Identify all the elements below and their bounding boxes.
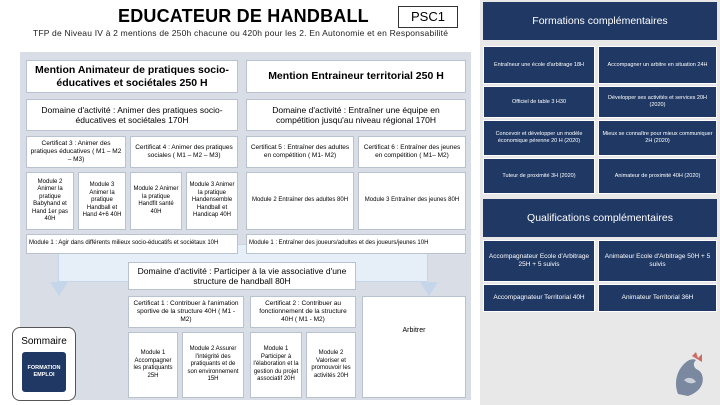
qualification-item-2: Animateur Ecole d'Arbitrage 50H + 5 suivis — [598, 240, 717, 282]
mention-entraineur-domain: Domaine d'activité : Entraîner une équipe en compétition jusqu'au niveau régional 170H — [246, 99, 466, 131]
connector-arrow-right — [420, 282, 438, 296]
page-subtitle: TFP de Niveau IV à 2 mentions de 250h chacune ou 420h pour les 2. En Autonomie et en Responsabilité — [33, 28, 449, 38]
formation-item-2: Accompagner un arbitre en situation 24H — [598, 46, 717, 84]
certificat-4: Certificat 4 : Animer des pratiques sociales ( M1 – M2 – M3) — [130, 136, 238, 168]
mention-entraineur-title: Mention Entraineur territorial 250 H — [246, 60, 466, 93]
formation-item-4: Développer ses activités et services 20H (2020) — [598, 86, 717, 118]
mention-animateur-domain: Domaine d'activité : Animer des pratiques socio-éducatives et sociétales 170H — [26, 99, 238, 131]
module-entrainer-adultes: Module 2 Entraîner des adultes 80H — [246, 172, 354, 230]
module-1-animateur: Module 1 : Agir dans différents milieux socio-éducatifs et sociétaux 10H — [26, 234, 238, 254]
module-handensemble: Module 3 Animer la pratique Handensemble Handball et Handicap 40H — [186, 172, 238, 230]
sommaire-label: Sommaire — [21, 336, 67, 347]
common-domain: Domaine d'activité : Participer à la vie associative d'une structure de handball 80H — [128, 262, 356, 290]
sommaire-button[interactable] — [12, 327, 76, 401]
rooster-logo — [670, 350, 710, 398]
module-babyhand: Module 2 Animer la pratique Babyhand et Hand 1er pas 40H — [26, 172, 74, 230]
certificat-1: Certificat 1 : Contribuer à l'animation sportive de la structure 40H ( M1 - M2) — [128, 296, 244, 328]
module-projet-associatif: Module 1 Participer à l'élaboration et la gestion du projet associatif 20H — [250, 332, 302, 398]
certificat-5: Certificat 5 : Entraîner des adultes en compétition ( M1- M2) — [246, 136, 354, 168]
logo-text: FORMATION EMPLOI — [27, 364, 61, 378]
arbitrer-box: Arbitrer — [362, 296, 466, 398]
psc1-badge: PSC1 — [398, 6, 458, 28]
formation-item-7: Tuteur de proximité 3H (2020) — [483, 158, 595, 194]
formation-item-6: Mieux se connaître pour mieux communiquer 2H (2020) — [598, 120, 717, 156]
module-entrainer-jeunes: Module 3 Entraîner des jeunes 80H — [358, 172, 466, 230]
formation-item-3: Officiel de table 3 H30 — [483, 86, 595, 118]
certificat-6: Certificat 6 : Entraîner des jeunes en compétition ( M1– M2) — [358, 136, 466, 168]
qualification-item-1: Accompagnateur Ecole d'Arbitrage 25H + 5 suivis — [483, 240, 595, 282]
certificat-3: Certificat 3 : Animer des pratiques éducatives ( M1 – M2 – M3) — [26, 136, 126, 168]
mention-animateur-title: Mention Animateur de pratiques socio-éducatives et sociétales 250 H — [26, 60, 238, 93]
module-accompagner-pratiquants: Module 1 Accompagner les pratiquants 25H — [128, 332, 178, 398]
module-assurer-integrite: Module 2 Assurer l'intégrité des pratiquants et de son environnement 15H — [182, 332, 244, 398]
formation-item-1: Entraîneur une école d'arbitrage 18H — [483, 46, 595, 84]
page-title: EDUCATEUR DE HANDBALL — [118, 6, 369, 26]
module-hand-4-6: Module 3 Animer la pratique Handball et Hand 4+6 40H — [78, 172, 126, 230]
formation-item-8: Animateur de proximité 40H (2020) — [598, 158, 717, 194]
connector-arrow-left — [50, 282, 68, 296]
qualification-item-4: Animateur Territorial 36H — [598, 284, 717, 312]
module-1-entraineur: Module 1 : Entraîner des joueurs/adultes et des joueurs/jeunes 10H — [246, 234, 466, 254]
formations-title: Formations complémentaires — [483, 2, 717, 40]
qualifications-title: Qualifications complémentaires — [483, 199, 717, 237]
module-valoriser-activites: Module 2 Valoriser et promouvoir les activités 20H — [306, 332, 356, 398]
certificat-2: Certificat 2 : Contribuer au fonctionnement de la structure 40H ( M1 - M2) — [250, 296, 356, 328]
ffhandball-logo — [22, 352, 66, 392]
qualification-item-3: Accompagnateur Territorial 40H — [483, 284, 595, 312]
formation-item-5: Concevoir et développer un modèle économique pérenne 20 H (2020) — [483, 120, 595, 156]
module-handfit: Module 2 Animer la pratique Handfit santé 40H — [130, 172, 182, 230]
